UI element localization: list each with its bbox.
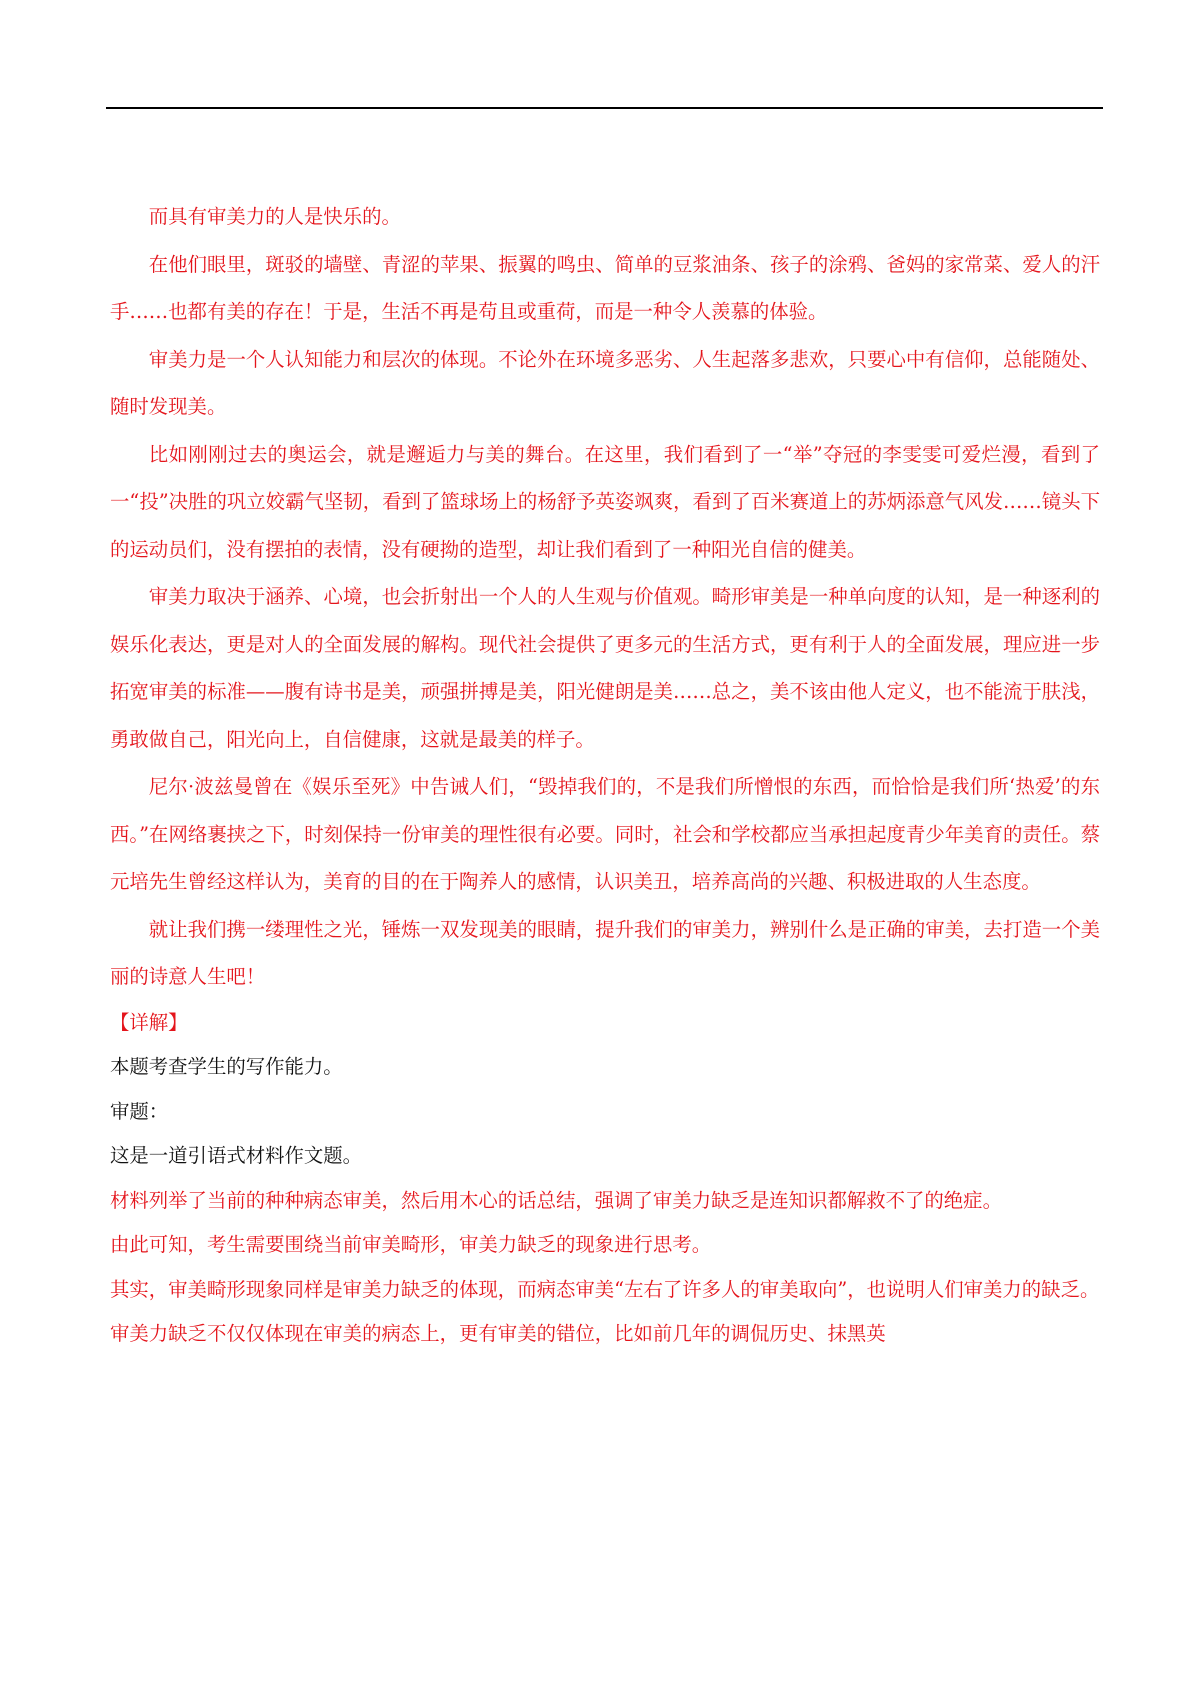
analysis-section [110, 1001, 1100, 1357]
essay-paragraph: 审美力是一个人认知能力和层次的体现。不论外在环境多恶劣、人生起落多悲欢，只要心中有信仰，总能随处、随时发现美。 [110, 347, 1100, 418]
essay-paragraph: 尼尔·波兹曼曾在《娱乐至死》中告诫人们，“毁掉我们的，不是我们所憎恨的东西，而恰恰是我们所‘热爱’的东西。”在网络裹挟之下，时刻保持一份审美的理性很有必要。同时，社会和学校都应当承担起度青少年美育的责任。蔡元培先生曾经这样认为，美育的目的在于陶养人的感情，认识美丑，培养高尚的兴趣、积极进取的人生态度。 [110, 775, 1100, 893]
essay-paragraph: 审美力取决于涵养、心境，也会折射出一个人的人生观与价值观。畸形审美是一种单向度的认知，是一种逐利的娱乐化表达，更是对人的全面发展的解构。现代社会提供了更多元的生活方式，更有利于人的全面发展，理应进一步拓宽审美的标准——腹有诗书是美，顽强拼搏是美，阳光健朗是美……总之，美不该由他人定义，也不能流于肤浅，勇敢做自己，阳光向上，自信健康，这就是最美的样子。 [110, 585, 1100, 751]
essay-paragraph: 在他们眼里，斑驳的墙壁、青涩的苹果、振翼的鸣虫、简单的豆浆油条、孩子的涂鸦、爸妈的家常菜、爱人的汗手……也都有美的存在！于是，生活不再是苟且或重荷，而是一种令人羡慕的体验。 [110, 252, 1100, 323]
analysis-label: 【详解】 [110, 1010, 188, 1034]
document-body [110, 193, 1100, 1357]
analysis-type-line: 这是一道引语式材料作文题。 [110, 1144, 363, 1167]
analysis-line: 其实，审美畸形现象同样是审美力缺乏的体现，而病态审美“左右了许多人的审美取向”，也说明人们审美力的缺乏。审美力缺乏不仅仅体现在审美的病态上，更有审美的错位，比如前几年的调侃历史、抹黑英 [110, 1277, 1100, 1345]
analysis-line: 材料列举了当前的种种病态审美，然后用木心的话总结，强调了审美力缺乏是连知识都解救不了的绝症。 [110, 1188, 1002, 1212]
essay-paragraph: 比如刚刚过去的奥运会，就是邂逅力与美的舞台。在这里，我们看到了一“举”夺冠的李雯雯可爱烂漫，看到了一“投”决胜的巩立姣霸气坚韧，看到了篮球场上的杨舒予英姿飒爽，看到了百米赛道上的苏炳添意气风发……镜头下的运动员们，没有摆拍的表情，没有硬拗的造型，却让我们看到了一种阳光自信的健美。 [110, 442, 1100, 561]
essay-paragraph: 就让我们携一缕理性之光，锤炼一双发现美的眼睛，提升我们的审美力，辨别什么是正确的审美，去打造一个美丽的诗意人生吧！ [110, 917, 1100, 988]
header-rule [106, 107, 1103, 109]
analysis-sub-label: 审题： [110, 1099, 169, 1123]
analysis-intro: 本题考查学生的写作能力。 [110, 1055, 343, 1078]
essay-section [110, 193, 1100, 1001]
essay-paragraph: 而具有审美力的人是快乐的。 [148, 205, 401, 228]
analysis-line: 由此可知，考生需要围绕当前审美畸形，审美力缺乏的现象进行思考。 [110, 1233, 712, 1256]
